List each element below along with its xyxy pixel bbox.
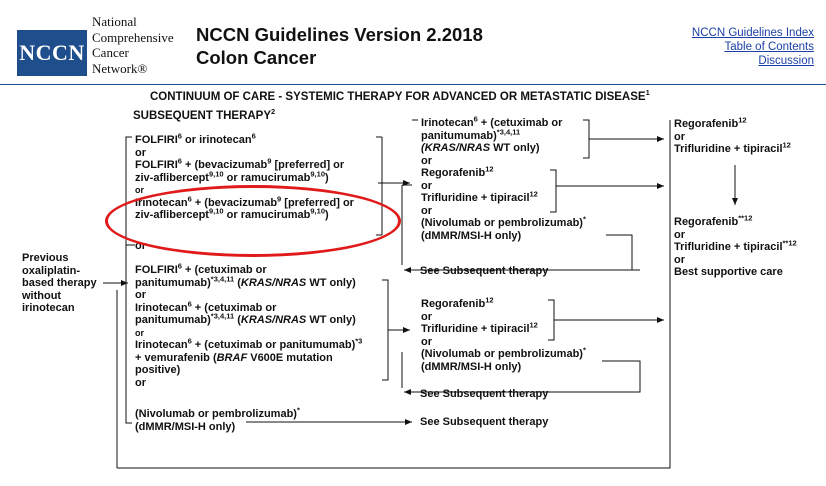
guidelines-index-link[interactable]: NCCN Guidelines Index: [691, 27, 814, 39]
section-title-text: CONTINUUM OF CARE - SYSTEMIC THERAPY FOR ADVANCED OR METASTATIC DISEASE: [150, 91, 646, 103]
t: or ramucirumab: [223, 171, 311, 184]
title-line-1: NCCN Guidelines Version 2.2018: [196, 24, 483, 45]
logo-text: NCCN: [19, 40, 85, 65]
t: ): [325, 209, 329, 221]
org-line: Cancer: [92, 45, 129, 60]
t: + (cetuximab or: [181, 264, 267, 276]
entry-line: Previous: [22, 252, 69, 264]
t: (dMMR/MSI-H only): [421, 229, 522, 242]
s: 6: [177, 261, 182, 271]
org-line: Comprehensive: [92, 29, 174, 45]
t: + (cetuximab or panitumumab): [191, 339, 356, 351]
t: (Nivolumab or pembrolizumab): [421, 217, 583, 229]
s: 12: [485, 164, 494, 174]
s: 12: [529, 320, 538, 330]
s: 6: [473, 114, 478, 124]
s: 6: [251, 131, 256, 141]
s: 9: [277, 193, 282, 203]
entry-line: without: [22, 289, 62, 302]
entry-condition: [22, 252, 97, 315]
t: Irinotecan: [421, 117, 474, 129]
or-label: or: [135, 146, 146, 159]
t: (: [234, 276, 241, 289]
s: 6: [187, 298, 192, 308]
discussion-link[interactable]: Discussion: [758, 55, 814, 67]
t: WT only): [306, 276, 356, 289]
s: 9: [267, 156, 272, 166]
s: 12: [485, 295, 494, 305]
t: or irinotecan: [181, 134, 252, 146]
col1-option-checkpoint: [135, 405, 300, 433]
or-label: or: [135, 185, 144, 195]
subsequent-sup: 2: [271, 107, 276, 117]
t: (: [234, 314, 241, 326]
or-label: or: [674, 130, 685, 143]
t: ziv-aflibercept: [135, 209, 209, 221]
title-line-2: Colon Cancer: [196, 47, 317, 68]
or-label: or: [421, 179, 432, 192]
t: Regorafenib: [421, 167, 486, 179]
s: *: [296, 405, 300, 415]
t: ziv-aflibercept: [135, 171, 209, 184]
entry-line: irinotecan: [22, 302, 75, 314]
t: (dMMR/MSI-H only): [421, 360, 522, 373]
s: 9,10: [208, 206, 224, 216]
s: *3,4,11: [210, 273, 235, 283]
s: 6: [187, 336, 192, 346]
t: + (cetuximab or: [477, 117, 563, 129]
t: or ramucirumab: [223, 209, 311, 221]
t: + (cetuximab or: [191, 301, 277, 314]
s: **12: [782, 238, 797, 248]
t: panitumumab): [135, 276, 211, 289]
t: + vemurafenib (: [135, 351, 217, 364]
entry-line: based therapy: [22, 277, 97, 289]
t: Best supportive care: [674, 266, 783, 278]
see-subsequent-link[interactable]: See Subsequent therapy: [420, 265, 549, 277]
or-label: or: [674, 253, 685, 266]
t: Trifluridine + tipiracil: [421, 192, 530, 204]
t: Regorafenib: [421, 298, 486, 310]
t: Irinotecan: [135, 196, 188, 209]
s: *: [582, 345, 586, 355]
t: FOLFIRI: [135, 159, 178, 171]
s: **12: [738, 213, 753, 223]
t: + (bevacizumab: [191, 196, 278, 209]
or-label: or: [135, 289, 146, 301]
t: + (bevacizumab: [181, 159, 268, 171]
t: panitumumab): [421, 129, 497, 142]
t: BRAF: [216, 351, 248, 364]
t: WT only): [306, 314, 356, 326]
col1-option-anti-egfr: [135, 261, 363, 389]
col2-bottom-options: [421, 295, 586, 373]
t: FOLFIRI: [135, 264, 178, 276]
or-label: or: [421, 335, 432, 348]
t: Irinotecan: [135, 339, 188, 351]
s: 6: [177, 156, 182, 166]
s: 9,10: [208, 168, 224, 178]
s: 9,10: [310, 206, 325, 216]
s: 6: [187, 193, 192, 203]
s: 12: [529, 189, 538, 199]
org-line: Network®: [92, 60, 148, 76]
see-subsequent-link[interactable]: See Subsequent therapy: [420, 416, 549, 428]
table-of-contents-link[interactable]: Table of Contents: [724, 41, 814, 53]
t: [preferred] or: [281, 196, 354, 209]
t: Trifluridine + tipiracil: [674, 143, 783, 155]
t: [preferred] or: [271, 159, 345, 171]
t: FOLFIRI: [135, 134, 178, 146]
or-label: or: [421, 310, 432, 323]
s: 12: [782, 140, 791, 150]
t: Trifluridine + tipiracil: [674, 241, 783, 253]
or-label: or: [421, 204, 432, 217]
t: positive): [135, 364, 181, 376]
s: *3,4,11: [210, 311, 235, 321]
t: ): [325, 171, 329, 184]
s: 9,10: [310, 168, 325, 178]
t: Regorafenib: [674, 118, 739, 130]
t: (dMMR/MSI-H only): [135, 420, 236, 433]
or-label: or: [674, 228, 685, 241]
section-title-sup: 1: [645, 88, 650, 98]
t: KRAS/NRAS: [240, 314, 307, 326]
t: V600E mutation: [247, 351, 333, 364]
or-label: or: [135, 327, 144, 338]
col2-top-options: [421, 114, 586, 242]
see-subsequent-link[interactable]: See Subsequent therapy: [420, 388, 549, 400]
or-label: or: [135, 240, 146, 252]
org-line: National: [92, 14, 137, 29]
or-label: or: [421, 154, 432, 167]
t: (Nivolumab or pembrolizumab): [135, 408, 297, 420]
s: *3: [355, 336, 363, 346]
s: *3,4,11: [496, 126, 521, 136]
t: Regorafenib: [674, 216, 739, 228]
t: Trifluridine + tipiracil: [421, 323, 530, 335]
entry-line: oxaliplatin-: [22, 264, 81, 277]
s: 6: [177, 131, 182, 141]
subsequent-label: SUBSEQUENT THERAPY: [133, 110, 272, 122]
t: WT only): [490, 142, 540, 154]
t: panitumumab): [135, 314, 211, 326]
col3-bottom-options: [674, 213, 797, 279]
t: KRAS/NRAS: [240, 276, 307, 289]
t: Irinotecan: [135, 301, 188, 314]
col3-top-options: [674, 115, 791, 156]
s: 12: [738, 115, 747, 125]
t: (KRAS/NRAS: [421, 142, 491, 154]
highlight-ellipse: [105, 185, 401, 257]
t: (Nivolumab or pembrolizumab): [421, 348, 583, 360]
s: *: [582, 214, 586, 224]
or-label: or: [135, 376, 146, 389]
